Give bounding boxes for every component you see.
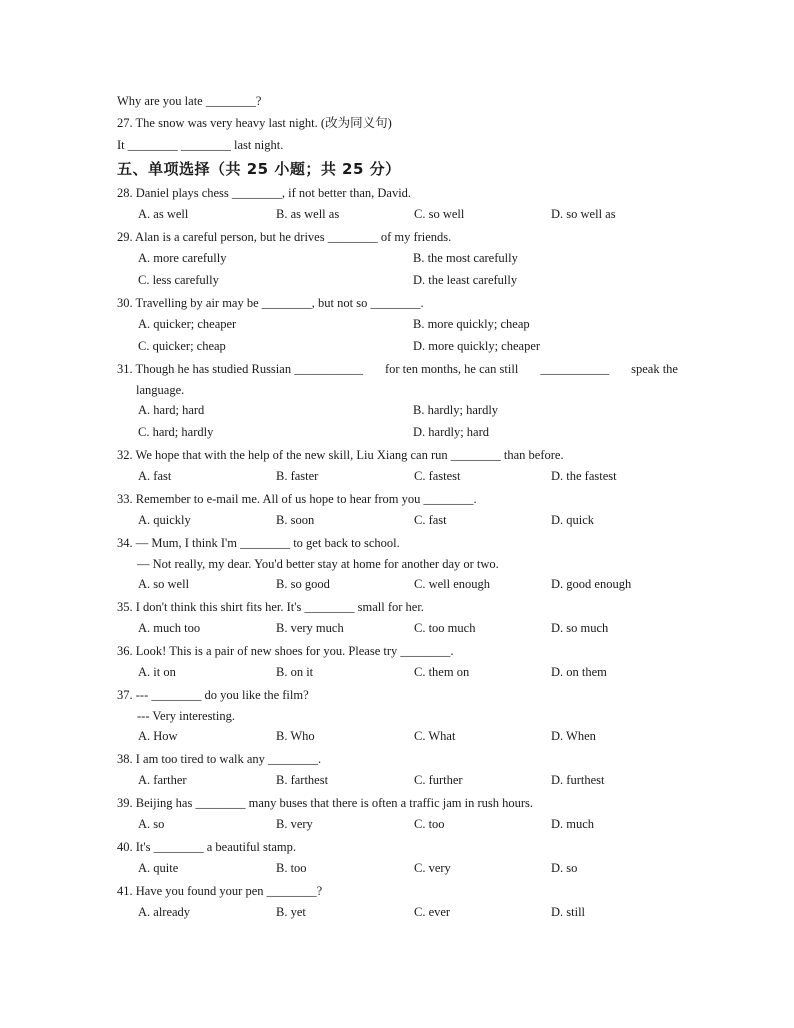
option-a: A. already: [138, 905, 191, 919]
option-a: A. How: [138, 729, 178, 743]
stem-part: for ten months, he can still: [384, 362, 519, 376]
question-stem: 37. --- ________ do you like the film?: [117, 688, 309, 702]
option-c: C. too: [414, 817, 445, 831]
options-row: [117, 204, 682, 226]
options-row: [117, 400, 682, 422]
question-stem: 34. — Mum, I think I'm ________ to get back to school.: [117, 536, 400, 550]
options-row: [117, 770, 682, 792]
options-row: [117, 662, 682, 684]
option-c: C. fast: [414, 513, 447, 527]
option-d: D. When: [551, 729, 596, 743]
options-row: [117, 248, 682, 270]
option-a: A. quite: [138, 861, 179, 875]
option-c: C. further: [414, 773, 463, 787]
option-d: D. so much: [551, 621, 609, 635]
question-34: [117, 532, 682, 596]
question-stem: 40. It's ________ a beautiful stamp.: [117, 840, 296, 854]
question-stem: 36. Look! This is a pair of new shoes for you. Please try ________.: [117, 644, 454, 658]
option-b: B. faster: [276, 469, 319, 483]
question-32: [117, 444, 682, 488]
section-heading: 五、单项选择（共 25 小题；共 25 分）: [117, 160, 401, 178]
question-36: [117, 640, 682, 684]
question-stem: 35. I don't think this shirt fits her. It's ________ small for her.: [117, 600, 424, 614]
option-c: C. well enough: [414, 577, 491, 591]
question-41: [117, 880, 682, 924]
option-b: B. so good: [276, 577, 330, 591]
question-39: [117, 792, 682, 836]
option-c: C. so well: [414, 207, 465, 221]
option-a: A. hard; hard: [138, 403, 205, 417]
option-b: B. farthest: [276, 773, 329, 787]
options-row: [117, 422, 682, 444]
question-30: [117, 292, 682, 358]
option-b: B. on it: [276, 665, 314, 679]
question-stem: 28. Daniel plays chess ________, if not better than, David.: [117, 186, 412, 200]
option-d: D. good enough: [551, 577, 632, 591]
option-b: B. very much: [276, 621, 344, 635]
options-row: [117, 466, 682, 488]
option-d: D. still: [551, 905, 586, 919]
option-d: D. on them: [551, 665, 607, 679]
options-row: [117, 510, 682, 532]
options-row: [117, 618, 682, 640]
question-40: [117, 836, 682, 880]
option-a: A. so: [138, 817, 165, 831]
option-b: B. more quickly; cheap: [413, 317, 530, 331]
option-a: A. more carefully: [138, 251, 227, 265]
options-row: [117, 314, 682, 336]
question-28: [117, 182, 682, 226]
question-stem: [117, 358, 678, 380]
option-c: C. quicker; cheap: [138, 339, 226, 353]
options-row: [117, 270, 682, 292]
option-a: A. farther: [138, 773, 187, 787]
option-a: A. fast: [138, 469, 172, 483]
option-d: D. the fastest: [551, 469, 617, 483]
option-d: D. hardly; hard: [413, 425, 490, 439]
question-stem: 33. Remember to e-mail me. All of us hope to hear from you ________.: [117, 492, 477, 506]
question-stem: 30. Travelling by air may be ________, but not so ________.: [117, 296, 424, 310]
option-c: C. fastest: [414, 469, 461, 483]
question-27-answer-line: It ________ ________ last night.: [117, 138, 284, 152]
question-stem: 41. Have you found your pen ________?: [117, 884, 323, 898]
option-c: C. very: [414, 861, 451, 875]
options-row: [117, 902, 682, 924]
option-c: C. What: [414, 729, 456, 743]
question-31: [117, 358, 682, 444]
option-b: B. the most carefully: [413, 251, 518, 265]
option-b: B. Who: [276, 729, 315, 743]
option-b: B. as well as: [276, 207, 340, 221]
question-stem-continued: language.: [136, 383, 185, 397]
option-d: D. the least carefully: [413, 273, 518, 287]
question-stem-continued: — Not really, my dear. You'd better stay at home for another day or two.: [137, 557, 499, 571]
options-row: [117, 726, 682, 748]
question-35: [117, 596, 682, 640]
option-b: B. hardly; hardly: [413, 403, 499, 417]
exam-page: [117, 90, 682, 924]
question-33: [117, 488, 682, 532]
options-row: [117, 814, 682, 836]
option-d: D. so well as: [551, 207, 616, 221]
question-38: [117, 748, 682, 792]
option-b: B. very: [276, 817, 313, 831]
option-c: C. them on: [414, 665, 470, 679]
stem-part: ___________: [540, 362, 610, 376]
question-37: [117, 684, 682, 748]
option-a: A. as well: [138, 207, 189, 221]
option-b: B. soon: [276, 513, 315, 527]
option-a: A. it on: [138, 665, 176, 679]
option-d: D. quick: [551, 513, 595, 527]
question-stem: 39. Beijing has ________ many buses that there is often a traffic jam in rush hours.: [117, 796, 534, 810]
option-a: A. much too: [138, 621, 201, 635]
stem-part: 31. Though he has studied Russian ___________: [117, 362, 363, 376]
option-d: D. much: [551, 817, 595, 831]
question-27-stem: 27. The snow was very heavy last night. (改为同义句): [117, 116, 392, 130]
question-stem-continued: --- Very interesting.: [137, 709, 236, 723]
option-c: C. less carefully: [138, 273, 219, 287]
option-b: B. yet: [276, 905, 306, 919]
option-d: D. so: [551, 861, 578, 875]
options-row: [117, 336, 682, 358]
options-row: [117, 858, 682, 880]
option-c: C. too much: [414, 621, 476, 635]
option-d: D. more quickly; cheaper: [413, 339, 541, 353]
question-stem: 38. I am too tired to walk any ________.: [117, 752, 322, 766]
option-c: C. ever: [414, 905, 451, 919]
option-c: C. hard; hardly: [138, 425, 214, 439]
option-a: A. quickly: [138, 513, 191, 527]
stem-part: speak the: [631, 362, 678, 376]
options-row: [117, 574, 682, 596]
question-stem: 32. We hope that with the help of the new skill, Liu Xiang can run ________ than before.: [117, 448, 564, 462]
question-stem: 29. Alan is a careful person, but he drives ________ of my friends.: [117, 230, 452, 244]
option-a: A. so well: [138, 577, 190, 591]
option-d: D. furthest: [551, 773, 605, 787]
question-29: [117, 226, 682, 292]
option-a: A. quicker; cheaper: [138, 317, 237, 331]
option-b: B. too: [276, 861, 307, 875]
question-26-answer-line: Why are you late ________?: [117, 94, 262, 108]
